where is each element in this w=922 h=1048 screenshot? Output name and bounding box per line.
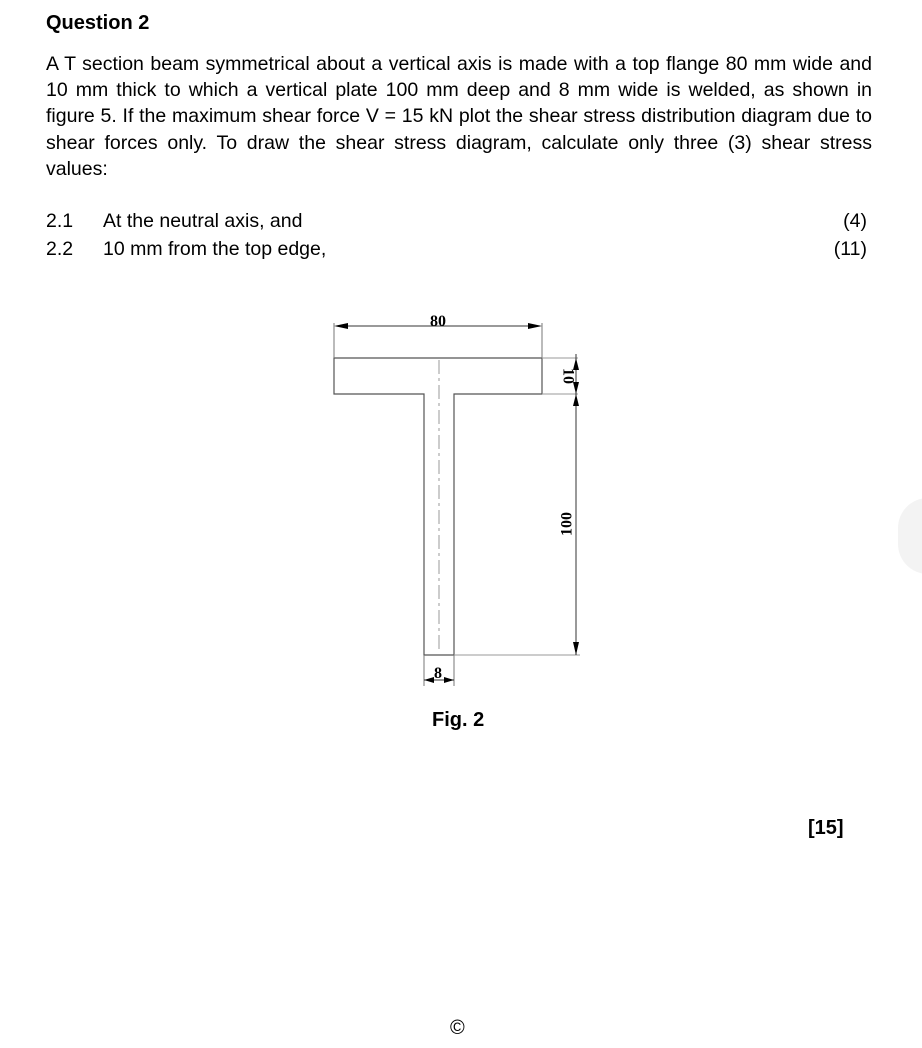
arrowhead xyxy=(573,394,579,406)
item-number: 2.2 xyxy=(46,238,74,260)
dim-label-100: 100 xyxy=(558,512,576,536)
arrowhead xyxy=(424,677,434,683)
item-number: 2.1 xyxy=(46,210,74,232)
item-marks: (11) xyxy=(833,238,867,260)
dim-label-10: 10 xyxy=(559,368,577,384)
item-text: 10 mm from the top edge, xyxy=(103,238,327,260)
copyright-symbol: © xyxy=(450,1017,465,1039)
t-section-outline xyxy=(334,358,542,655)
arrowhead xyxy=(573,642,579,655)
figure-caption: Fig. 2 xyxy=(432,709,485,731)
dim-label-80: 80 xyxy=(430,313,446,330)
item-text: At the neutral axis, and xyxy=(103,210,303,232)
question-body: A T section beam symmetrical about a vertical axis is made with a top flange 80 mm wide and 10 mm thick to which a vertical plate 100 mm deep and 8 mm wide is welded, as shown in figure 5. If the maximum shear force V = 15 kN plot the shear stress distribution diagram due to shear forces only. To draw the shear stress diagram, calculate only three (3) shear stress values: xyxy=(46,53,872,180)
arrowhead xyxy=(528,323,542,329)
dim-label-8: 8 xyxy=(434,665,442,682)
arrowhead xyxy=(444,677,454,683)
item-marks: (4) xyxy=(843,210,867,232)
total-marks: [15] xyxy=(808,817,844,839)
question-title: Question 2 xyxy=(46,12,150,34)
arrowhead xyxy=(334,323,348,329)
